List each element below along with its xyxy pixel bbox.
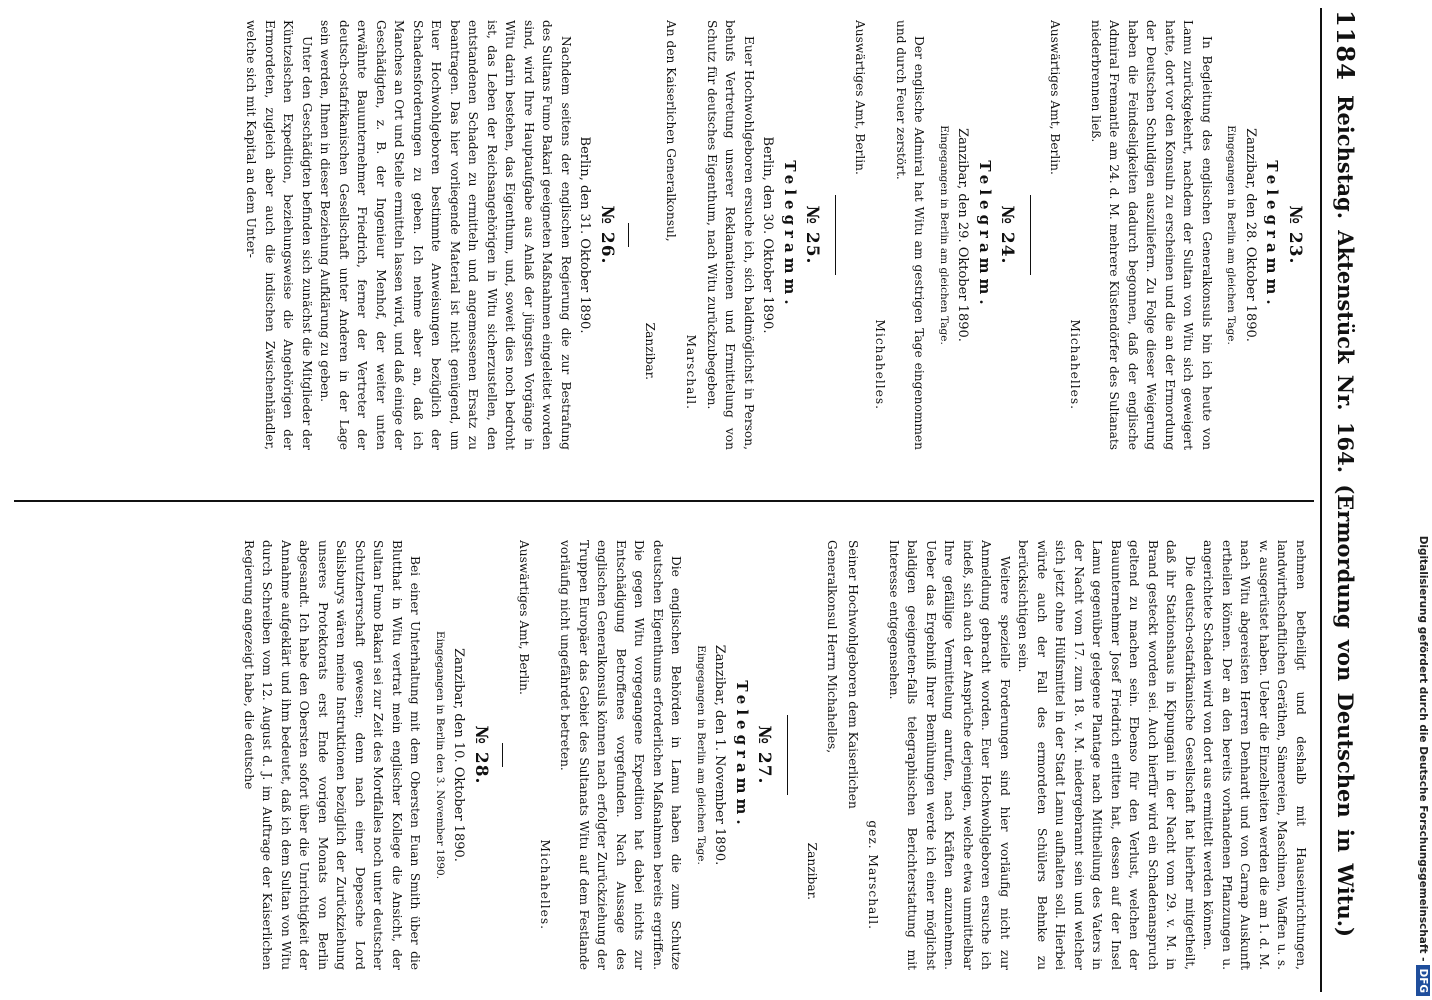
received-note: Eingegangen in Berlin den 3. November 1890. <box>434 630 446 880</box>
dfg-logo: DFG <box>1416 965 1430 996</box>
document-number: № 27. <box>754 725 775 785</box>
left-column <box>14 20 1310 450</box>
separator-rule <box>836 195 837 275</box>
document-number: № 26. <box>597 205 617 265</box>
column-rule <box>14 500 1314 502</box>
running-header <box>1322 0 1380 1000</box>
addressee-line-2: Zanzibar. <box>643 322 658 380</box>
signature: Michahelles. <box>873 319 888 410</box>
addressee: Auswärtiges Amt, Berlin. <box>517 540 532 695</box>
received-note: Eingegangen in Berlin am gleichen Tage. <box>695 645 707 865</box>
dateline: Berlin, den 30. Oktober 1890. <box>760 136 776 334</box>
document-type: Telegramm. <box>976 160 994 310</box>
separator-rule <box>1031 195 1032 275</box>
document-number: № 28. <box>471 725 491 785</box>
page-number: 1184 <box>1331 10 1360 81</box>
signature: Michahelles. <box>1068 319 1083 410</box>
body-paragraph: Weitere spezielle Forderungen sind hier vorläufig nicht zur Anmeldung gebracht worden. Euer Hochwohlgeboren ersuche ich indeß, sich auch der Ansprüche derjenigen, welche etwa unmittelbar Ihre gefällige Vermittelung anrufen, nach Kräften anzunehmen. Ueber das Ergebniß Ihrer Bemühungen werde ich einer möglichst baldigen geeigneten-falls telegraphischen Berichterstattung mit Interesse entgegensehen. <box>887 540 1012 970</box>
separator-rule <box>788 715 789 795</box>
continued-paragraph: nehmen betheiligt und deshalb mit Hauseinrichtungen, landwirthschaftlichen Geräthen, Sämereien, Maschinen, Waffen u. s. w. ausgerüstet haben. Ueber die Einzelheiten werden die am 1. d. M. nach Witu abgereisten Herren Denhardt und von Carnap Auskunft ertheilen können. Der an den bereits vorhandenen Pflanzungen u. angerichtete Schaden wird von dort aus ermittelt werden können. <box>1201 540 1308 970</box>
document-28 <box>240 540 491 970</box>
body-paragraph: Die englischen Behörden in Lamu haben die zum Schutze deutschen Eigenthums erforderlichen Maßnahmen bereits ergriffen. Die gegen Witu vorgegangene Expedition hat dabei nichts zur Entschädigung Betroffenes vorgefunden. Nach Aussage des englischen Generalkonsuls können nach erfolgter Zurückziehung der Truppen Europäer das Gebiet des Sultanats Witu auf dem Festlande vorläufig nicht ungefährdet betreten. <box>558 540 684 970</box>
separator-rule <box>628 223 629 247</box>
document-number: № 24. <box>997 205 1018 265</box>
dateline: Zanzibar, den 28. Oktober 1890. <box>1243 128 1258 342</box>
signature: gez. Marschall. <box>866 820 881 930</box>
body-paragraph: Bei einer Unterhaltung mit dem Obersten Euan Smith über die Blutthat in Witu vertrat mein englischer Kollege die Ansicht, der Sultan Fumo Bakari sei zur Zeit des Mordfalles noch unter deutscher Schutzherrschaft gewesen; denn nach einer Depesche Lord Salisburys wären meine Instruktionen bezüglich der Zurückziehung unseres Protektorats erst Ende vorigen Monats von Berlin abgesandt. Ich habe den Obersten sofort über die Unrichtigkeit der Annahme aufgeklärt und ihm bedeutet, daß ich dem Sultan von Witu durch Schreiben vom 12. August d. J. im Auftrage der Kaiserlichen Regierung angezeigt habe, die deutsche <box>242 540 423 970</box>
document-type: Telegramm. <box>1263 160 1282 310</box>
body-paragraph: Unter den Geschädigten befinden sich zunächst die Mitglieder der Küntzelschen Expedition, beziehungsweise die Angehörigen der Ermordeten, zugleich aber auch die indischen Zwischenhändler, welche sich mit Kapital an dem Unter- <box>244 20 314 450</box>
document-23 <box>1046 20 1305 450</box>
signature: Michahelles. <box>538 839 552 930</box>
addressee: Auswärtiges Amt, Berlin. <box>853 20 867 175</box>
signature: Marschall. <box>684 334 699 410</box>
dateline: Zanzibar, den 1. November 1890. <box>712 644 728 866</box>
body-paragraph: Nachdem seitens der englischen Regierung die zur Bestrafung des Sultans Fumo Bakari geeigneten Maßnahmen eingeleitet worden sind, wird Ihre Hauptaufgabe aus Anlaß der jüngsten Vorgänge in Witu darin bestehen, das Eigenthum, und, soweit dies noch bedroht ist, das Leben der Reichsangehörigen in Witu sicherzustellen, den entstandenen Schaden zu ermitteln und angemessenen Ersatz zu beantragen. Das hier vorliegende Material ist nicht genügend, um Euer Hochwohlgeboren bestimmte Anweisungen bezüglich der Schadensforderungen zu geben. Ich nehme aber an, daß ich Manches an Ort und Stelle ermitteln lassen wird, und daß einige der Geschädigten, z. B. der Ingenieur Menhof, der weiter unten erwähnte Bauunternehmer Friedrich, ferner der Vertreter der deutsch-ostafrikanischen Gesellschaft unter Anderen in der Lage sein werden, Ihnen in dieser Beziehung Aufklärung zu geben. <box>318 20 573 450</box>
document-number: № 25. <box>802 205 823 265</box>
dateline: Berlin, den 31. Oktober 1890. <box>577 136 593 334</box>
document-25 <box>641 20 822 450</box>
addressee-line-3: Zanzibar. <box>805 842 819 900</box>
received-note: Eingegangen in Berlin am gleichen Tage. <box>1225 125 1238 345</box>
addressee: Auswärtiges Amt, Berlin. <box>1048 20 1062 175</box>
body-paragraph: In Begleitung des englischen Generalkonsuls bin ich heute von Lamu zurückgekehrt, nachdem der Sultan von Witu sich geweigert hatte, dort vor den Konsuln zu erscheinen und die an der Ermordung der Deutschen Schuldigen auszuliefern. Zu Folge dieser Weigerung haben die Feindseligkeiten dadurch begonnen, daß der englische Admiral Fremantle am 24. d. M. mehrere Küstendörfer des Sultanats niederbrennen ließ. <box>1089 20 1214 450</box>
document-27 <box>515 540 774 970</box>
body-paragraph: Die deutsch-ostafrikanische Gesellschaft hat hierher mitgetheilt, daß ihr Stationshaus in Kipungani in der Nacht vom 29. v. M. in Brand gesteckt worden sei. Auch hierfür wird ein Schadenanspruch geltend zu machen sein. Ebenso für den Verlust, welchen der Bauunternehmer Josef Friedrich erlitten hat, dessen auf der Insel Lamu gegenüber gelegene Plantage nach Mittheilung des Vaters in der Nacht vom 17. zum 18. v. M. niedergebrannt sein und welcher sich jetzt ohne Hülfsmittel in der Stadt Lamu aufhalten soll. Hierbei würde auch der Fall des ermordeten Schülers Behnke zu berücksichtigen sein. <box>1016 540 1197 970</box>
digitization-credit <box>1416 6 1430 996</box>
document-26 <box>242 20 616 450</box>
header-rule <box>1320 8 1322 992</box>
separator-rule <box>502 743 503 767</box>
dateline: Zanzibar, den 10. Oktober 1890. <box>451 648 467 862</box>
received-note: Eingegangen in Berlin am gleichen Tage. <box>938 125 950 345</box>
document-number: № 23. <box>1285 205 1305 265</box>
right-column <box>14 540 1310 970</box>
body-paragraph: Der englische Admiral hat Witu am gestrigen Tage eingenommen und durch Feuer zerstört. <box>894 20 927 450</box>
addressee-line-1: An den Kaiserlichen Generalkonsul, <box>664 20 678 242</box>
document-24 <box>851 20 1017 450</box>
addressee-line-2: Generalkonsul Herrn Michahelles, <box>825 540 840 754</box>
document-type: Telegramm. <box>781 160 799 310</box>
document-type: Telegramm. <box>733 680 751 830</box>
addressee-line-1: Seiner Hochwohlgeboren dem Kaiserlichen <box>846 540 860 809</box>
dateline: Zanzibar, den 29. Oktober 1890. <box>955 128 971 342</box>
running-title: Reichstag. Aktenstück Nr. 164. (Ermordung von Deutschen in Witu.) <box>1333 95 1358 937</box>
body-paragraph: Euer Hochwohlgeboren ersuche ich, sich baldmöglichst in Person, behufs Vertretung unserer Reklamationen und Ermittelung von Schutz für deutsches Eigenthum, nach Witu zurückzubegeben. <box>705 20 756 450</box>
credit-text: Digitalisierung gefördert durch die Deutsche Forschungsgemeinschaft - <box>1417 535 1429 962</box>
